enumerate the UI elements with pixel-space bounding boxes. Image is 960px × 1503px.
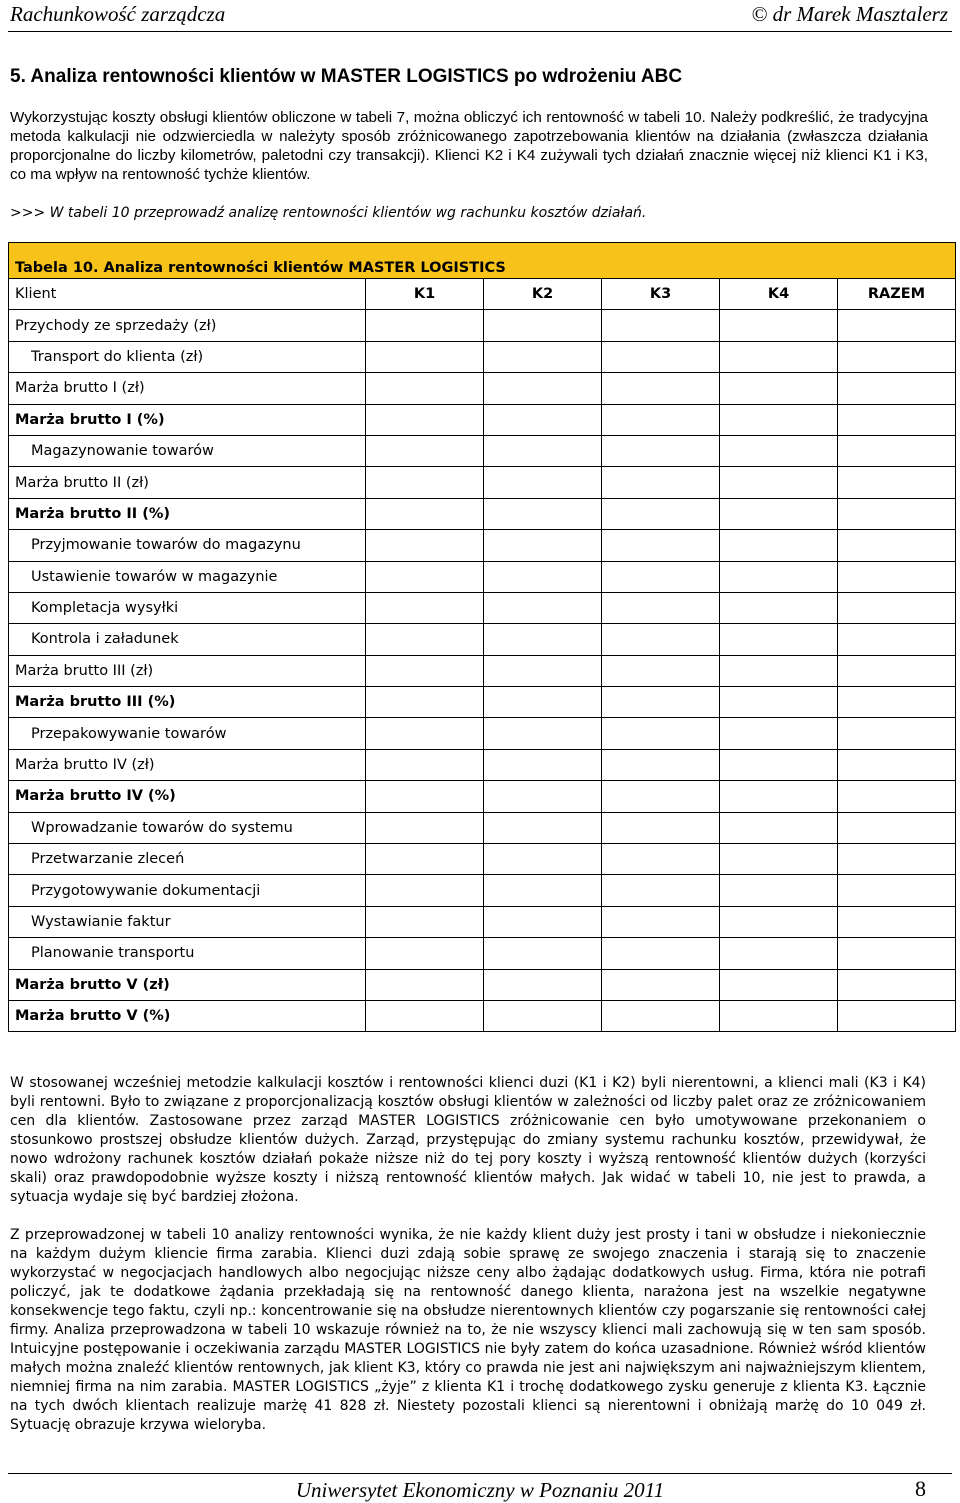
value-cell: [602, 467, 720, 498]
row-label: Kompletacja wysyłki: [9, 592, 366, 623]
footer-divider: [8, 1473, 952, 1474]
value-cell: [838, 749, 956, 780]
value-cell: [484, 844, 602, 875]
footer-page-number: 8: [915, 1476, 926, 1501]
value-cell: [602, 812, 720, 843]
value-cell: [484, 906, 602, 937]
value-cell: [602, 687, 720, 718]
table-row: [9, 341, 956, 372]
header-col-k1: K1: [366, 279, 484, 310]
value-cell: [366, 812, 484, 843]
paragraph-analysis-1: W stosowanej wcześniej metodzie kalkulacji kosztów i rentowności klienci duzi (K1 i K2) byli nierentowni, a klienci mali (K3 i K4) byli rentowni. Było to związane z proporcjonalizacją kosztów obsługi klientów w zależności od liczby palet oraz ze zróżnicowaniem cen dla klientów. Zastosowane przez zarząd MASTER LOGISTICS zróżnicowanie cen było umotywowane przekonaniem o stosunkowo prostszej obsłudze klientów dużych. Zarząd, przystępując do zmiany systemu rachunku kosztów, przewidywał, że nowo wdrożony rachunek kosztów działań pokaże niższe niż do tej pory koszty i wyższą rentowność klientów dużych (korzyści skali) oraz prawdopodobnie wyższe koszty i niższą rentowność klientów małych. Jak widać w tabeli 10, nie jest to prawda, a sytuacja wydaje się być bardziej złożona.: [10, 1075, 926, 1205]
value-cell: [366, 561, 484, 592]
header-col-k4: K4: [720, 279, 838, 310]
header-divider: [8, 31, 952, 32]
table-row: [9, 404, 956, 435]
table-header-row: [9, 279, 956, 310]
row-label: Marża brutto I (zł): [9, 373, 366, 404]
row-label: Wystawianie faktur: [9, 906, 366, 937]
value-cell: [720, 467, 838, 498]
value-cell: [838, 404, 956, 435]
row-label: Marża brutto V (zł): [9, 969, 366, 1000]
value-cell: [720, 938, 838, 969]
row-label: Przygotowywanie dokumentacji: [9, 875, 366, 906]
value-cell: [838, 624, 956, 655]
row-label: Transport do klienta (zł): [9, 341, 366, 372]
value-cell: [484, 404, 602, 435]
row-label: Przyjmowanie towarów do magazynu: [9, 530, 366, 561]
row-label: Przetwarzanie zleceń: [9, 844, 366, 875]
value-cell: [602, 655, 720, 686]
value-cell: [602, 624, 720, 655]
value-cell: [720, 718, 838, 749]
header-author: © dr Marek Masztalerz: [751, 2, 948, 26]
table-row: [9, 781, 956, 812]
section-title: 5. Analiza rentowności klientów w MASTER LOGISTICS po wdrożeniu ABC: [10, 66, 683, 87]
value-cell: [720, 969, 838, 1000]
row-label: Marża brutto V (%): [9, 1000, 366, 1031]
table-row: [9, 844, 956, 875]
row-label: Przepakowywanie towarów: [9, 718, 366, 749]
value-cell: [602, 404, 720, 435]
table-row: [9, 373, 956, 404]
header-label-client: Klient: [9, 279, 366, 310]
value-cell: [484, 373, 602, 404]
value-cell: [720, 373, 838, 404]
table-caption-row: [9, 243, 956, 279]
value-cell: [720, 592, 838, 623]
value-cell: [838, 561, 956, 592]
value-cell: [484, 938, 602, 969]
value-cell: [484, 561, 602, 592]
header-col-k3: K3: [602, 279, 720, 310]
value-cell: [720, 749, 838, 780]
value-cell: [484, 718, 602, 749]
value-cell: [484, 435, 602, 466]
value-cell: [720, 1000, 838, 1031]
value-cell: [838, 938, 956, 969]
value-cell: [720, 530, 838, 561]
value-cell: [838, 373, 956, 404]
value-cell: [484, 655, 602, 686]
row-label: Magazynowanie towarów: [9, 435, 366, 466]
table-row: [9, 718, 956, 749]
value-cell: [838, 844, 956, 875]
value-cell: [366, 938, 484, 969]
value-cell: [838, 655, 956, 686]
value-cell: [602, 749, 720, 780]
value-cell: [838, 687, 956, 718]
table-row: [9, 530, 956, 561]
value-cell: [484, 749, 602, 780]
value-cell: [366, 404, 484, 435]
profitability-table: [8, 242, 956, 1032]
table-row: [9, 875, 956, 906]
value-cell: [720, 624, 838, 655]
value-cell: [602, 373, 720, 404]
value-cell: [366, 624, 484, 655]
header-col-k2: K2: [484, 279, 602, 310]
table-row: [9, 624, 956, 655]
value-cell: [366, 718, 484, 749]
value-cell: [720, 341, 838, 372]
value-cell: [720, 812, 838, 843]
value-cell: [366, 687, 484, 718]
header-course-title: Rachunkowość zarządcza: [10, 2, 226, 26]
value-cell: [720, 781, 838, 812]
paragraph-analysis-2: Z przeprowadzonej w tabeli 10 analizy rentowności wynika, że nie każdy klient duży jest prosty i tani w obsłudze i niekoniecznie na każdym dużym kliencie firma zarabia. Klienci duzi zdają sobie sprawę ze swojego znaczenia i starają się to znaczenie wykorzystać w negocjacjach handlowych albo negocjując niższe ceny albo żądając dodatkowych usług. Firma, która nie potrafi policzyć, jak te dodatkowe żądania przekładają się na rentowność danego klienta, narażona jest na wszelkie negatywne konsekwencje tego faktu, czyli np.: koncentrowanie się na obsłudze nierentownych klientów czy pogarszanie się rentowności całej firmy. Analiza przeprowadzona w tabeli 10 wskazuje również na to, że nie wszyscy klienci mali zachowują się w ten sam sposób. Intuicyjne postępowanie i oczekiwania zarządu MASTER LOGISTICS nie były zatem do końca uzasadnione. Również wśród klientów małych można znaleźć klientów rentownych, jak klient K3, który co prawda nie jest ani największym ani najważniejszym klientem, niemniej firma na nim zarabia. MASTER LOGISTICS „żyje” z klienta K1 i trochę dodatkowego zysku generuje z klienta K3. Łącznie na tych dwóch klientach realizuje marżę 41 828 zł. Niestety pozostali klienci są nierentowni i obniżają marżę do 10 049 zł. Sytuację obrazuje krzywa wieloryba.: [10, 1227, 926, 1433]
value-cell: [366, 1000, 484, 1031]
table-row: [9, 561, 956, 592]
value-cell: [838, 906, 956, 937]
row-label: Kontrola i załadunek: [9, 624, 366, 655]
value-cell: [720, 844, 838, 875]
table-row: [9, 749, 956, 780]
row-label: Marża brutto II (zł): [9, 467, 366, 498]
row-label: Marża brutto IV (zł): [9, 749, 366, 780]
table-row: [9, 310, 956, 341]
row-label: Ustawienie towarów w magazynie: [9, 561, 366, 592]
value-cell: [484, 624, 602, 655]
value-cell: [602, 1000, 720, 1031]
value-cell: [366, 467, 484, 498]
value-cell: [838, 341, 956, 372]
value-cell: [366, 373, 484, 404]
value-cell: [484, 781, 602, 812]
table-row: [9, 938, 956, 969]
value-cell: [366, 749, 484, 780]
value-cell: [602, 938, 720, 969]
value-cell: [602, 875, 720, 906]
value-cell: [484, 341, 602, 372]
value-cell: [602, 844, 720, 875]
value-cell: [602, 530, 720, 561]
value-cell: [484, 875, 602, 906]
table-row: [9, 592, 956, 623]
value-cell: [838, 875, 956, 906]
value-cell: [838, 592, 956, 623]
value-cell: [484, 969, 602, 1000]
intro-paragraph: Wykorzystując koszty obsługi klientów obliczone w tabeli 7, można obliczyć ich rentowność w tabeli 10. Należy podkreślić, że tradycyjna metoda kalkulacji nie odzwierciedla w należyty sposób zróżnicowanego zapotrzebowania klientów na działania (zwłaszcza działania proporcjonalne do liczby kilometrów, paletodni czy transakcji). Klienci K2 i K4 zużywali tych działań znacznie więcej niż klienci K1 i K3, co ma wpływ na rentowność tychże klientów.: [10, 109, 928, 183]
task-instruction: >>> W tabeli 10 przeprowadź analizę rentowności klientów wg rachunku kosztów działań.: [10, 205, 647, 221]
row-label: Marża brutto III (%): [9, 687, 366, 718]
value-cell: [484, 310, 602, 341]
table-row: [9, 812, 956, 843]
value-cell: [720, 310, 838, 341]
value-cell: [366, 969, 484, 1000]
value-cell: [602, 498, 720, 529]
value-cell: [484, 467, 602, 498]
value-cell: [602, 341, 720, 372]
row-label: Marża brutto IV (%): [9, 781, 366, 812]
value-cell: [366, 875, 484, 906]
value-cell: [838, 781, 956, 812]
table-caption: Tabela 10. Analiza rentowności klientów MASTER LOGISTICS: [9, 243, 956, 279]
footer-university: Uniwersytet Ekonomiczny w Poznaniu 2011: [295, 1478, 665, 1502]
table-row: [9, 435, 956, 466]
value-cell: [366, 844, 484, 875]
value-cell: [838, 467, 956, 498]
value-cell: [366, 781, 484, 812]
value-cell: [366, 435, 484, 466]
value-cell: [484, 498, 602, 529]
page-header: [0, 0, 960, 30]
value-cell: [838, 435, 956, 466]
value-cell: [838, 530, 956, 561]
value-cell: [602, 435, 720, 466]
value-cell: [720, 875, 838, 906]
row-label: Planowanie transportu: [9, 938, 366, 969]
value-cell: [484, 592, 602, 623]
value-cell: [838, 498, 956, 529]
value-cell: [602, 310, 720, 341]
value-cell: [720, 655, 838, 686]
value-cell: [838, 969, 956, 1000]
row-label: Marża brutto III (zł): [9, 655, 366, 686]
value-cell: [838, 1000, 956, 1031]
row-label: Marża brutto II (%): [9, 498, 366, 529]
value-cell: [720, 435, 838, 466]
row-label: Przychody ze sprzedaży (zł): [9, 310, 366, 341]
value-cell: [838, 310, 956, 341]
row-label: Wprowadzanie towarów do systemu: [9, 812, 366, 843]
table-row: [9, 1000, 956, 1031]
value-cell: [366, 498, 484, 529]
value-cell: [602, 592, 720, 623]
value-cell: [484, 812, 602, 843]
value-cell: [602, 906, 720, 937]
value-cell: [838, 718, 956, 749]
value-cell: [366, 341, 484, 372]
table-row: [9, 969, 956, 1000]
row-label: Marża brutto I (%): [9, 404, 366, 435]
value-cell: [484, 1000, 602, 1031]
table-row: [9, 655, 956, 686]
value-cell: [720, 561, 838, 592]
value-cell: [720, 404, 838, 435]
table-row: [9, 467, 956, 498]
value-cell: [602, 561, 720, 592]
value-cell: [838, 812, 956, 843]
value-cell: [720, 906, 838, 937]
value-cell: [366, 592, 484, 623]
value-cell: [366, 906, 484, 937]
header-col-total: RAZEM: [838, 279, 956, 310]
value-cell: [366, 530, 484, 561]
table-row: [9, 906, 956, 937]
table-row: [9, 498, 956, 529]
value-cell: [720, 498, 838, 529]
value-cell: [602, 969, 720, 1000]
value-cell: [366, 310, 484, 341]
value-cell: [602, 718, 720, 749]
value-cell: [720, 687, 838, 718]
table-row: [9, 687, 956, 718]
value-cell: [602, 781, 720, 812]
value-cell: [484, 530, 602, 561]
value-cell: [366, 655, 484, 686]
value-cell: [484, 687, 602, 718]
